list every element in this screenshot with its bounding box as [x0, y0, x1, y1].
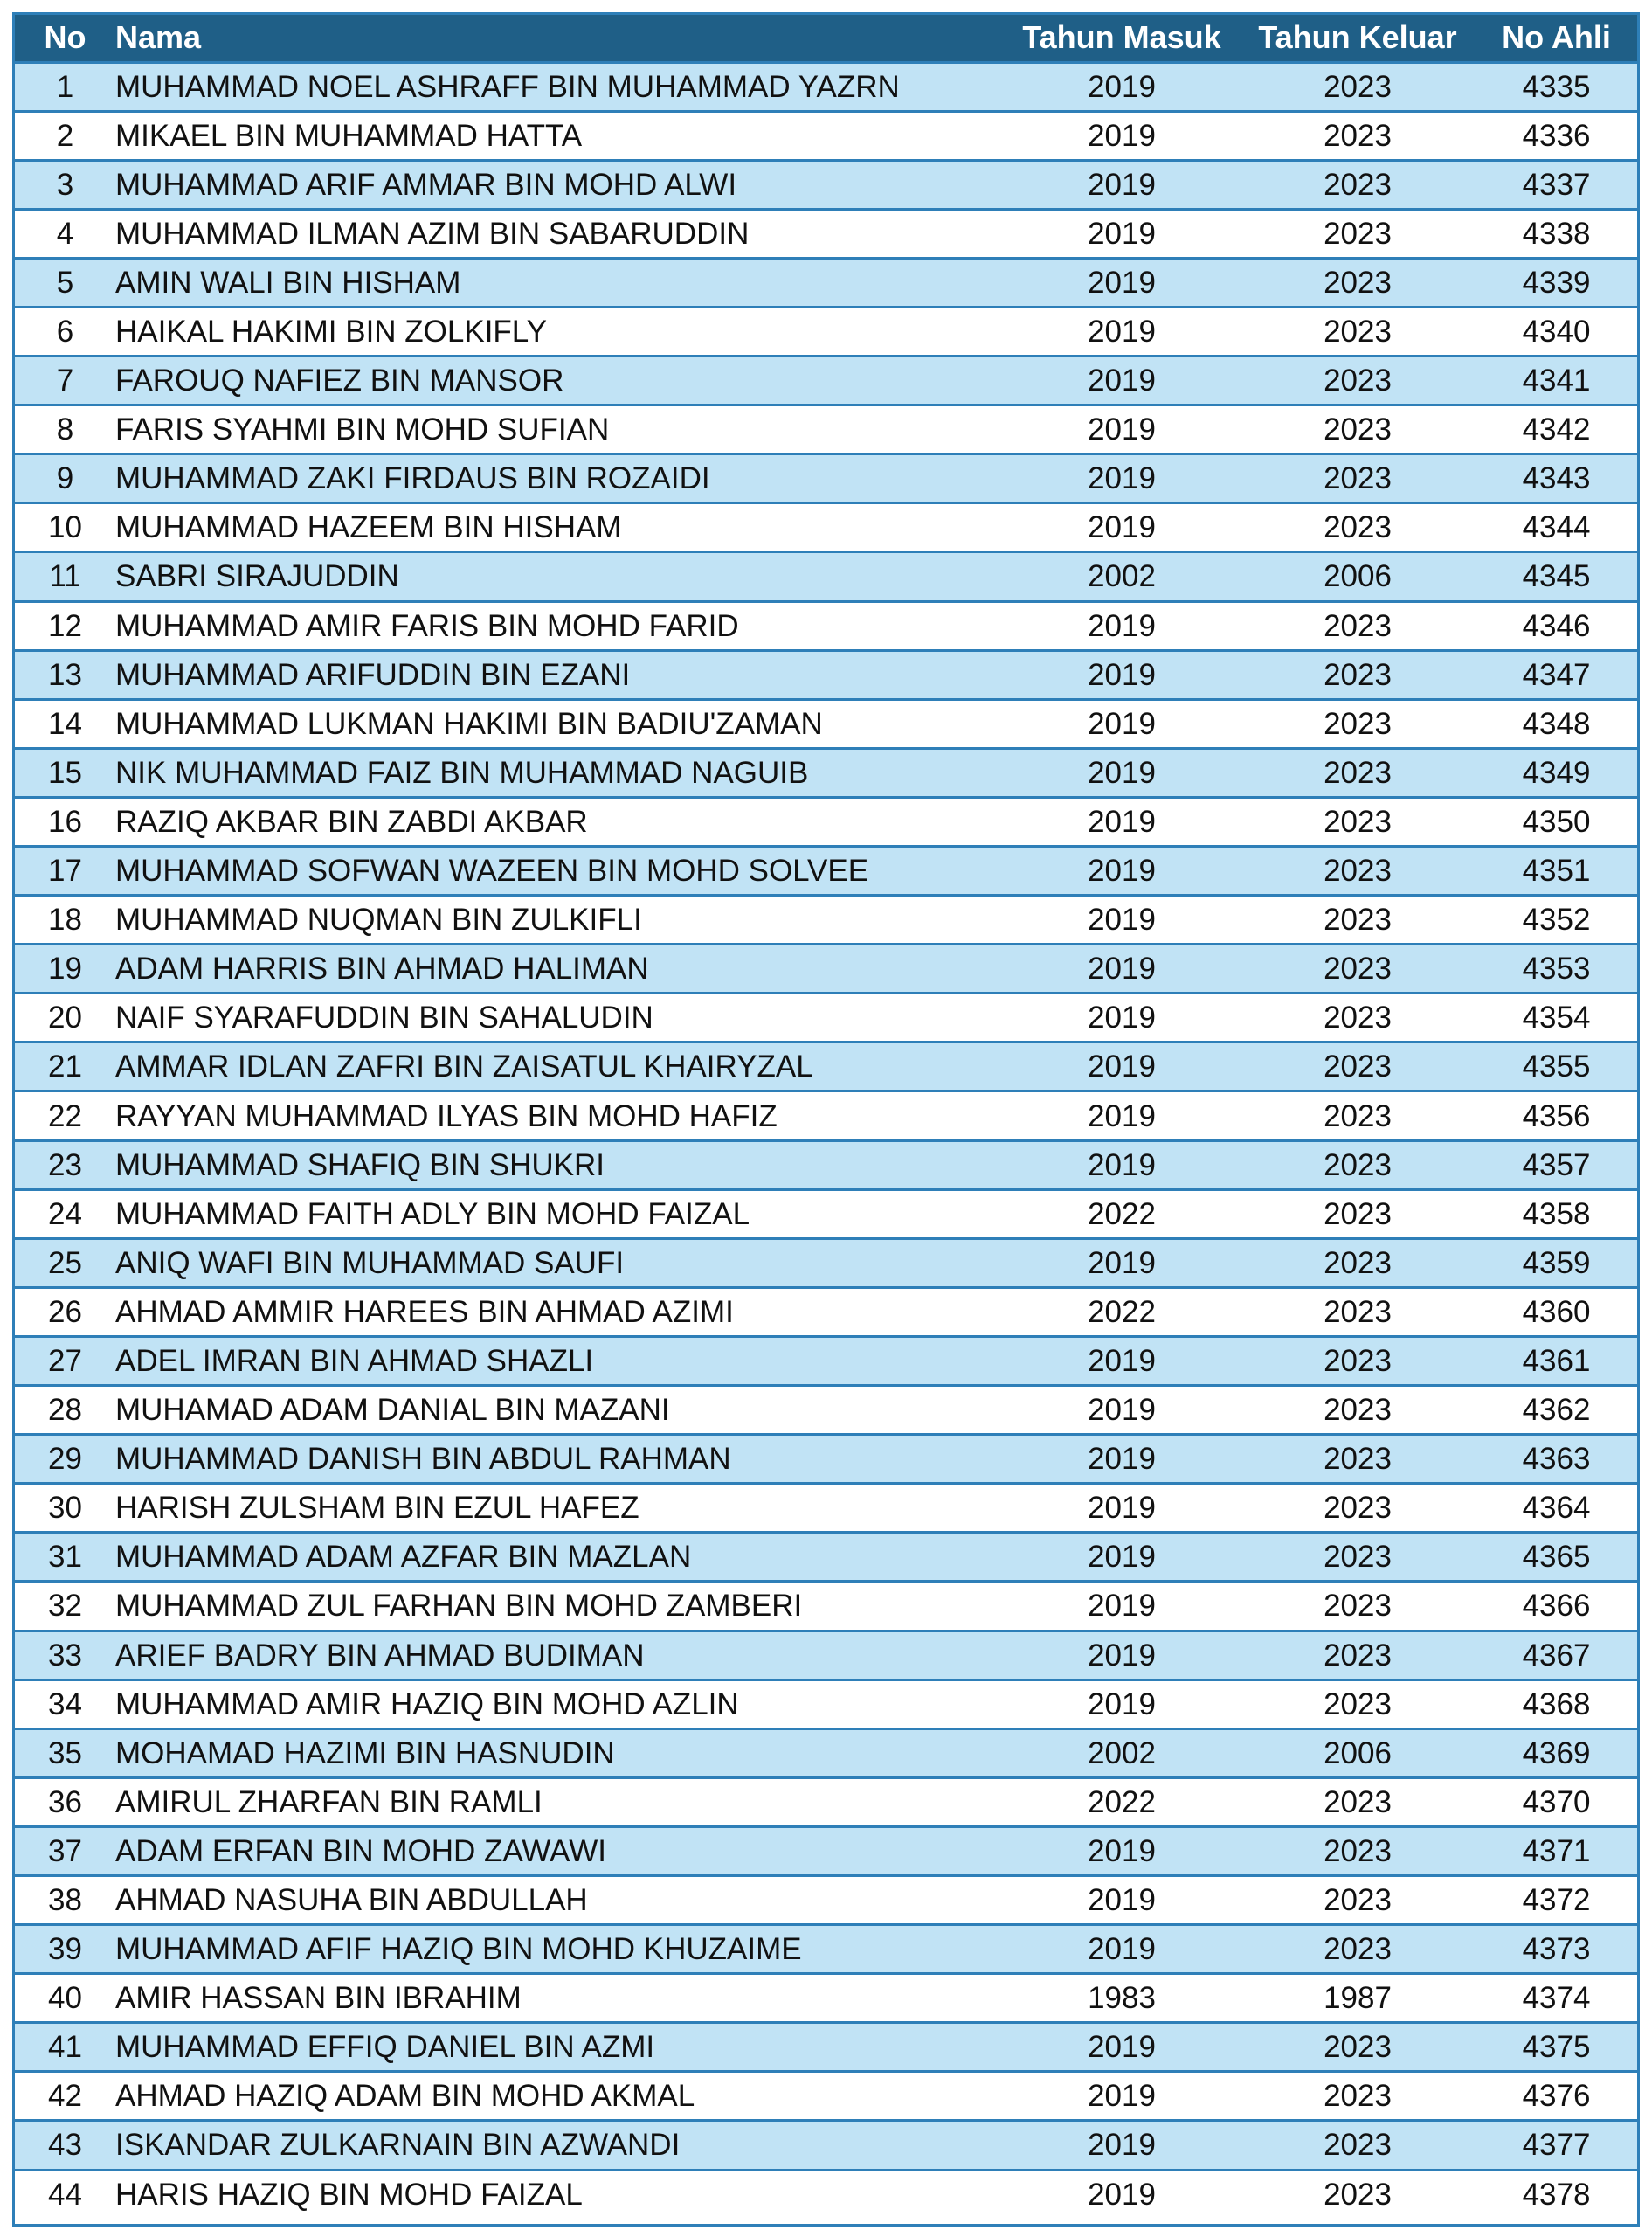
cell-tahun-keluar: 2023 [1240, 1287, 1476, 1336]
table-row [15, 1238, 1637, 1287]
cell-no: 26 [15, 1287, 115, 1336]
cell-tahun-keluar: 2023 [1240, 2121, 1476, 2170]
cell-tahun-keluar: 2023 [1240, 1533, 1476, 1582]
cell-nama: MUHAMMAD AMIR FARIS BIN MOHD FARID [115, 601, 1004, 650]
table-row [15, 1140, 1637, 1189]
header-no-ahli: No Ahli [1502, 19, 1611, 56]
cell-no-ahli: 4355 [1476, 1042, 1637, 1091]
cell-nama: RAZIQ AKBAR BIN ZABDI AKBAR [115, 797, 1004, 846]
cell-no-ahli: 4349 [1476, 748, 1637, 797]
cell-no: 35 [15, 1728, 115, 1777]
table-row [15, 1042, 1637, 1091]
cell-nama: HAIKAL HAKIMI BIN ZOLKIFLY [115, 307, 1004, 356]
cell-tahun-keluar: 2023 [1240, 699, 1476, 748]
cell-no: 32 [15, 1582, 115, 1631]
cell-no-ahli: 4369 [1476, 1728, 1637, 1777]
cell-tahun-keluar: 2023 [1240, 1042, 1476, 1091]
cell-nama: MUHAMMAD EFFIQ DANIEL BIN AZMI [115, 2023, 1004, 2072]
cell-tahun-masuk: 2019 [1004, 160, 1240, 209]
table-row [15, 209, 1637, 258]
table-header [15, 15, 1637, 62]
table-row [15, 650, 1637, 699]
cell-no: 20 [15, 994, 115, 1042]
cell-nama: RAYYAN MUHAMMAD ILYAS BIN MOHD HAFIZ [115, 1091, 1004, 1140]
table-row [15, 1925, 1637, 1974]
cell-no: 10 [15, 503, 115, 552]
cell-tahun-masuk: 2019 [1004, 111, 1240, 160]
table-row [15, 847, 1637, 896]
cell-no-ahli: 4374 [1476, 1974, 1637, 2023]
cell-no-ahli: 4360 [1476, 1287, 1637, 1336]
cell-no: 41 [15, 2023, 115, 2072]
table-row [15, 454, 1637, 503]
cell-no: 17 [15, 847, 115, 896]
cell-no: 25 [15, 1238, 115, 1287]
cell-nama: MUHAMMAD SOFWAN WAZEEN BIN MOHD SOLVEE [115, 847, 1004, 896]
table-row [15, 1679, 1637, 1728]
cell-nama: ADEL IMRAN BIN AHMAD SHAZLI [115, 1336, 1004, 1385]
header-tahun-keluar: Tahun Keluar [1258, 19, 1457, 56]
cell-no: 16 [15, 797, 115, 846]
table-row [15, 896, 1637, 945]
cell-tahun-masuk: 2019 [1004, 503, 1240, 552]
cell-tahun-keluar: 2023 [1240, 1679, 1476, 1728]
cell-no: 40 [15, 1974, 115, 2023]
cell-no: 13 [15, 650, 115, 699]
cell-no-ahli: 4372 [1476, 1875, 1637, 1924]
cell-no-ahli: 4359 [1476, 1238, 1637, 1287]
cell-tahun-masuk: 2019 [1004, 896, 1240, 945]
cell-nama: MUHAMMAD ARIFUDDIN BIN EZANI [115, 650, 1004, 699]
cell-no: 42 [15, 2072, 115, 2121]
cell-tahun-masuk: 2002 [1004, 1728, 1240, 1777]
cell-no: 27 [15, 1336, 115, 1385]
cell-tahun-masuk: 1983 [1004, 1974, 1240, 2023]
cell-no: 8 [15, 405, 115, 454]
cell-nama: MUHAMAD ADAM DANIAL BIN MAZANI [115, 1386, 1004, 1435]
cell-no-ahli: 4358 [1476, 1189, 1637, 1238]
cell-tahun-keluar: 2023 [1240, 1484, 1476, 1533]
member-table-container [12, 12, 1640, 2227]
cell-tahun-keluar: 2023 [1240, 2072, 1476, 2121]
cell-no-ahli: 4362 [1476, 1386, 1637, 1435]
cell-tahun-keluar: 2023 [1240, 1336, 1476, 1385]
cell-tahun-keluar: 2023 [1240, 258, 1476, 307]
cell-tahun-keluar: 2023 [1240, 307, 1476, 356]
cell-tahun-keluar: 2023 [1240, 2170, 1476, 2219]
cell-no-ahli: 4342 [1476, 405, 1637, 454]
cell-no-ahli: 4365 [1476, 1533, 1637, 1582]
cell-no: 11 [15, 552, 115, 601]
table-row [15, 1533, 1637, 1582]
cell-tahun-masuk: 2019 [1004, 1875, 1240, 1924]
cell-nama: NIK MUHAMMAD FAIZ BIN MUHAMMAD NAGUIB [115, 748, 1004, 797]
table-row [15, 1826, 1637, 1875]
cell-tahun-masuk: 2019 [1004, 994, 1240, 1042]
cell-no: 9 [15, 454, 115, 503]
header-row [15, 15, 1637, 62]
cell-nama: HARIS HAZIQ BIN MOHD FAIZAL [115, 2170, 1004, 2219]
cell-tahun-keluar: 2023 [1240, 650, 1476, 699]
cell-tahun-masuk: 2019 [1004, 2121, 1240, 2170]
cell-no-ahli: 4376 [1476, 2072, 1637, 2121]
cell-tahun-keluar: 2023 [1240, 945, 1476, 994]
table-row [15, 2023, 1637, 2072]
cell-nama: AHMAD HAZIQ ADAM BIN MOHD AKMAL [115, 2072, 1004, 2121]
cell-nama: MUHAMMAD AMIR HAZIQ BIN MOHD AZLIN [115, 1679, 1004, 1728]
cell-no: 30 [15, 1484, 115, 1533]
table-row [15, 1091, 1637, 1140]
cell-tahun-keluar: 2023 [1240, 503, 1476, 552]
cell-tahun-keluar: 2023 [1240, 1140, 1476, 1189]
cell-tahun-masuk: 2019 [1004, 1826, 1240, 1875]
cell-tahun-keluar: 2023 [1240, 1582, 1476, 1631]
cell-no-ahli: 4343 [1476, 454, 1637, 503]
cell-tahun-masuk: 2019 [1004, 2170, 1240, 2219]
table-row [15, 994, 1637, 1042]
table-row [15, 160, 1637, 209]
table-row [15, 2072, 1637, 2121]
cell-no: 33 [15, 1631, 115, 1679]
table-row [15, 552, 1637, 601]
cell-tahun-keluar: 2023 [1240, 1777, 1476, 1826]
cell-nama: MUHAMMAD AFIF HAZIQ BIN MOHD KHUZAIME [115, 1925, 1004, 1974]
cell-tahun-keluar: 2023 [1240, 601, 1476, 650]
header-nama: Nama [115, 19, 202, 56]
cell-no: 5 [15, 258, 115, 307]
cell-nama: MUHAMMAD ARIF AMMAR BIN MOHD ALWI [115, 160, 1004, 209]
cell-nama: MUHAMMAD NOEL ASHRAFF BIN MUHAMMAD YAZRN [115, 62, 1004, 111]
cell-no-ahli: 4345 [1476, 552, 1637, 601]
table-row [15, 1631, 1637, 1679]
cell-tahun-keluar: 2023 [1240, 209, 1476, 258]
cell-nama: SABRI SIRAJUDDIN [115, 552, 1004, 601]
cell-tahun-keluar: 2023 [1240, 1925, 1476, 1974]
table-row [15, 945, 1637, 994]
cell-nama: FARIS SYAHMI BIN MOHD SUFIAN [115, 405, 1004, 454]
cell-no: 44 [15, 2170, 115, 2219]
table-row [15, 1386, 1637, 1435]
cell-nama: ARIEF BADRY BIN AHMAD BUDIMAN [115, 1631, 1004, 1679]
cell-no: 18 [15, 896, 115, 945]
cell-tahun-keluar: 2023 [1240, 994, 1476, 1042]
cell-no: 28 [15, 1386, 115, 1435]
table-row [15, 601, 1637, 650]
table-row [15, 2121, 1637, 2170]
cell-nama: MUHAMMAD LUKMAN HAKIMI BIN BADIU'ZAMAN [115, 699, 1004, 748]
cell-no: 23 [15, 1140, 115, 1189]
table-row [15, 1189, 1637, 1238]
cell-no: 15 [15, 748, 115, 797]
cell-nama: AMIR HASSAN BIN IBRAHIM [115, 1974, 1004, 2023]
table-row [15, 1728, 1637, 1777]
cell-no: 7 [15, 357, 115, 405]
cell-tahun-masuk: 2022 [1004, 1777, 1240, 1826]
cell-no-ahli: 4370 [1476, 1777, 1637, 1826]
cell-tahun-masuk: 2019 [1004, 1435, 1240, 1484]
cell-no: 4 [15, 209, 115, 258]
cell-no-ahli: 4354 [1476, 994, 1637, 1042]
cell-no: 6 [15, 307, 115, 356]
table-row [15, 748, 1637, 797]
cell-tahun-masuk: 2022 [1004, 1287, 1240, 1336]
cell-tahun-masuk: 2019 [1004, 1336, 1240, 1385]
cell-no-ahli: 4348 [1476, 699, 1637, 748]
cell-no-ahli: 4367 [1476, 1631, 1637, 1679]
cell-nama: MUHAMMAD ADAM AZFAR BIN MAZLAN [115, 1533, 1004, 1582]
table-row [15, 62, 1637, 111]
cell-no: 34 [15, 1679, 115, 1728]
cell-tahun-masuk: 2019 [1004, 307, 1240, 356]
cell-nama: MUHAMMAD ILMAN AZIM BIN SABARUDDIN [115, 209, 1004, 258]
cell-nama: AMIN WALI BIN HISHAM [115, 258, 1004, 307]
cell-tahun-keluar: 2023 [1240, 847, 1476, 896]
cell-no: 12 [15, 601, 115, 650]
cell-nama: ISKANDAR ZULKARNAIN BIN AZWANDI [115, 2121, 1004, 2170]
cell-tahun-masuk: 2019 [1004, 357, 1240, 405]
table-row [15, 111, 1637, 160]
cell-nama: MUHAMMAD ZAKI FIRDAUS BIN ROZAIDI [115, 454, 1004, 503]
cell-tahun-masuk: 2019 [1004, 748, 1240, 797]
cell-no: 29 [15, 1435, 115, 1484]
cell-tahun-keluar: 2023 [1240, 111, 1476, 160]
cell-tahun-masuk: 2019 [1004, 1484, 1240, 1533]
cell-nama: ADAM HARRIS BIN AHMAD HALIMAN [115, 945, 1004, 994]
cell-nama: MUHAMMAD FAITH ADLY BIN MOHD FAIZAL [115, 1189, 1004, 1238]
cell-no: 36 [15, 1777, 115, 1826]
cell-no-ahli: 4350 [1476, 797, 1637, 846]
cell-no-ahli: 4368 [1476, 1679, 1637, 1728]
cell-nama: MUHAMMAD ZUL FARHAN BIN MOHD ZAMBERI [115, 1582, 1004, 1631]
cell-nama: AHMAD AMMIR HAREES BIN AHMAD AZIMI [115, 1287, 1004, 1336]
table-row [15, 307, 1637, 356]
cell-tahun-masuk: 2019 [1004, 405, 1240, 454]
cell-no-ahli: 4352 [1476, 896, 1637, 945]
table-row [15, 1582, 1637, 1631]
table-row [15, 503, 1637, 552]
table-row [15, 258, 1637, 307]
cell-no-ahli: 4364 [1476, 1484, 1637, 1533]
cell-tahun-masuk: 2019 [1004, 601, 1240, 650]
cell-nama: MUHAMMAD NUQMAN BIN ZULKIFLI [115, 896, 1004, 945]
table-body [15, 62, 1637, 2219]
table-row [15, 797, 1637, 846]
cell-tahun-masuk: 2022 [1004, 1189, 1240, 1238]
table-row [15, 699, 1637, 748]
cell-tahun-keluar: 2023 [1240, 1238, 1476, 1287]
cell-no-ahli: 4341 [1476, 357, 1637, 405]
cell-nama: AHMAD NASUHA BIN ABDULLAH [115, 1875, 1004, 1924]
cell-tahun-keluar: 2023 [1240, 62, 1476, 111]
cell-no-ahli: 4337 [1476, 160, 1637, 209]
cell-tahun-keluar: 2023 [1240, 160, 1476, 209]
cell-no: 24 [15, 1189, 115, 1238]
cell-tahun-keluar: 2023 [1240, 1435, 1476, 1484]
table-row [15, 1777, 1637, 1826]
cell-tahun-masuk: 2019 [1004, 1582, 1240, 1631]
cell-no: 14 [15, 699, 115, 748]
cell-no: 38 [15, 1875, 115, 1924]
cell-nama: HARISH ZULSHAM BIN EZUL HAFEZ [115, 1484, 1004, 1533]
cell-no-ahli: 4378 [1476, 2170, 1637, 2219]
cell-tahun-masuk: 2019 [1004, 1386, 1240, 1435]
cell-nama: NAIF SYARAFUDDIN BIN SAHALUDIN [115, 994, 1004, 1042]
cell-no: 43 [15, 2121, 115, 2170]
cell-tahun-keluar: 2023 [1240, 748, 1476, 797]
cell-nama: FAROUQ NAFIEZ BIN MANSOR [115, 357, 1004, 405]
cell-no-ahli: 4366 [1476, 1582, 1637, 1631]
cell-tahun-masuk: 2019 [1004, 1140, 1240, 1189]
cell-nama: ADAM ERFAN BIN MOHD ZAWAWI [115, 1826, 1004, 1875]
cell-tahun-keluar: 2023 [1240, 454, 1476, 503]
cell-no-ahli: 4357 [1476, 1140, 1637, 1189]
cell-tahun-keluar: 2006 [1240, 1728, 1476, 1777]
cell-tahun-masuk: 2019 [1004, 2072, 1240, 2121]
table-row [15, 1435, 1637, 1484]
header-tahun-masuk: Tahun Masuk [1022, 19, 1221, 56]
table-row [15, 1336, 1637, 1385]
cell-tahun-keluar: 2023 [1240, 896, 1476, 945]
cell-no: 3 [15, 160, 115, 209]
cell-tahun-masuk: 2019 [1004, 258, 1240, 307]
cell-no: 2 [15, 111, 115, 160]
cell-tahun-keluar: 2023 [1240, 1875, 1476, 1924]
cell-tahun-masuk: 2019 [1004, 1238, 1240, 1287]
cell-no-ahli: 4371 [1476, 1826, 1637, 1875]
cell-tahun-keluar: 2023 [1240, 1189, 1476, 1238]
cell-tahun-keluar: 1987 [1240, 1974, 1476, 2023]
cell-no-ahli: 4361 [1476, 1336, 1637, 1385]
cell-tahun-masuk: 2019 [1004, 1679, 1240, 1728]
cell-nama: ANIQ WAFI BIN MUHAMMAD SAUFI [115, 1238, 1004, 1287]
cell-tahun-masuk: 2019 [1004, 699, 1240, 748]
cell-tahun-masuk: 2019 [1004, 847, 1240, 896]
cell-tahun-masuk: 2019 [1004, 797, 1240, 846]
cell-no-ahli: 4347 [1476, 650, 1637, 699]
cell-no-ahli: 4375 [1476, 2023, 1637, 2072]
cell-no: 37 [15, 1826, 115, 1875]
table-row [15, 2170, 1637, 2219]
cell-tahun-masuk: 2019 [1004, 650, 1240, 699]
table-row [15, 405, 1637, 454]
cell-no: 22 [15, 1091, 115, 1140]
cell-no-ahli: 4351 [1476, 847, 1637, 896]
cell-no-ahli: 4339 [1476, 258, 1637, 307]
cell-no-ahli: 4336 [1476, 111, 1637, 160]
cell-no-ahli: 4373 [1476, 1925, 1637, 1974]
cell-tahun-masuk: 2019 [1004, 1042, 1240, 1091]
cell-tahun-masuk: 2019 [1004, 209, 1240, 258]
cell-tahun-keluar: 2023 [1240, 1091, 1476, 1140]
cell-tahun-keluar: 2023 [1240, 2023, 1476, 2072]
cell-tahun-masuk: 2019 [1004, 2023, 1240, 2072]
table-row [15, 357, 1637, 405]
cell-no-ahli: 4340 [1476, 307, 1637, 356]
cell-nama: MUHAMMAD HAZEEM BIN HISHAM [115, 503, 1004, 552]
table-row [15, 1974, 1637, 2023]
table-row [15, 1484, 1637, 1533]
cell-tahun-keluar: 2023 [1240, 1386, 1476, 1435]
cell-no: 39 [15, 1925, 115, 1974]
cell-tahun-masuk: 2019 [1004, 1631, 1240, 1679]
cell-tahun-keluar: 2006 [1240, 552, 1476, 601]
cell-nama: MIKAEL BIN MUHAMMAD HATTA [115, 111, 1004, 160]
cell-no-ahli: 4335 [1476, 62, 1637, 111]
cell-tahun-masuk: 2019 [1004, 1925, 1240, 1974]
cell-no: 31 [15, 1533, 115, 1582]
member-table [15, 15, 1637, 2219]
cell-no-ahli: 4344 [1476, 503, 1637, 552]
cell-no-ahli: 4356 [1476, 1091, 1637, 1140]
cell-no: 21 [15, 1042, 115, 1091]
cell-tahun-masuk: 2019 [1004, 1091, 1240, 1140]
table-row [15, 1875, 1637, 1924]
cell-tahun-keluar: 2023 [1240, 797, 1476, 846]
cell-nama: MUHAMMAD DANISH BIN ABDUL RAHMAN [115, 1435, 1004, 1484]
cell-tahun-masuk: 2019 [1004, 62, 1240, 111]
cell-nama: MUHAMMAD SHAFIQ BIN SHUKRI [115, 1140, 1004, 1189]
cell-no-ahli: 4363 [1476, 1435, 1637, 1484]
cell-tahun-keluar: 2023 [1240, 357, 1476, 405]
cell-no-ahli: 4353 [1476, 945, 1637, 994]
cell-tahun-masuk: 2002 [1004, 552, 1240, 601]
cell-tahun-masuk: 2019 [1004, 454, 1240, 503]
cell-no-ahli: 4377 [1476, 2121, 1637, 2170]
cell-nama: MOHAMAD HAZIMI BIN HASNUDIN [115, 1728, 1004, 1777]
cell-no: 19 [15, 945, 115, 994]
table-row [15, 1287, 1637, 1336]
cell-tahun-keluar: 2023 [1240, 1826, 1476, 1875]
cell-nama: AMIRUL ZHARFAN BIN RAMLI [115, 1777, 1004, 1826]
cell-nama: AMMAR IDLAN ZAFRI BIN ZAISATUL KHAIRYZAL [115, 1042, 1004, 1091]
cell-tahun-masuk: 2019 [1004, 945, 1240, 994]
header-no: No [44, 19, 86, 56]
cell-no-ahli: 4338 [1476, 209, 1637, 258]
cell-no-ahli: 4346 [1476, 601, 1637, 650]
cell-tahun-keluar: 2023 [1240, 405, 1476, 454]
cell-tahun-masuk: 2019 [1004, 1533, 1240, 1582]
cell-tahun-keluar: 2023 [1240, 1631, 1476, 1679]
cell-no: 1 [15, 62, 115, 111]
